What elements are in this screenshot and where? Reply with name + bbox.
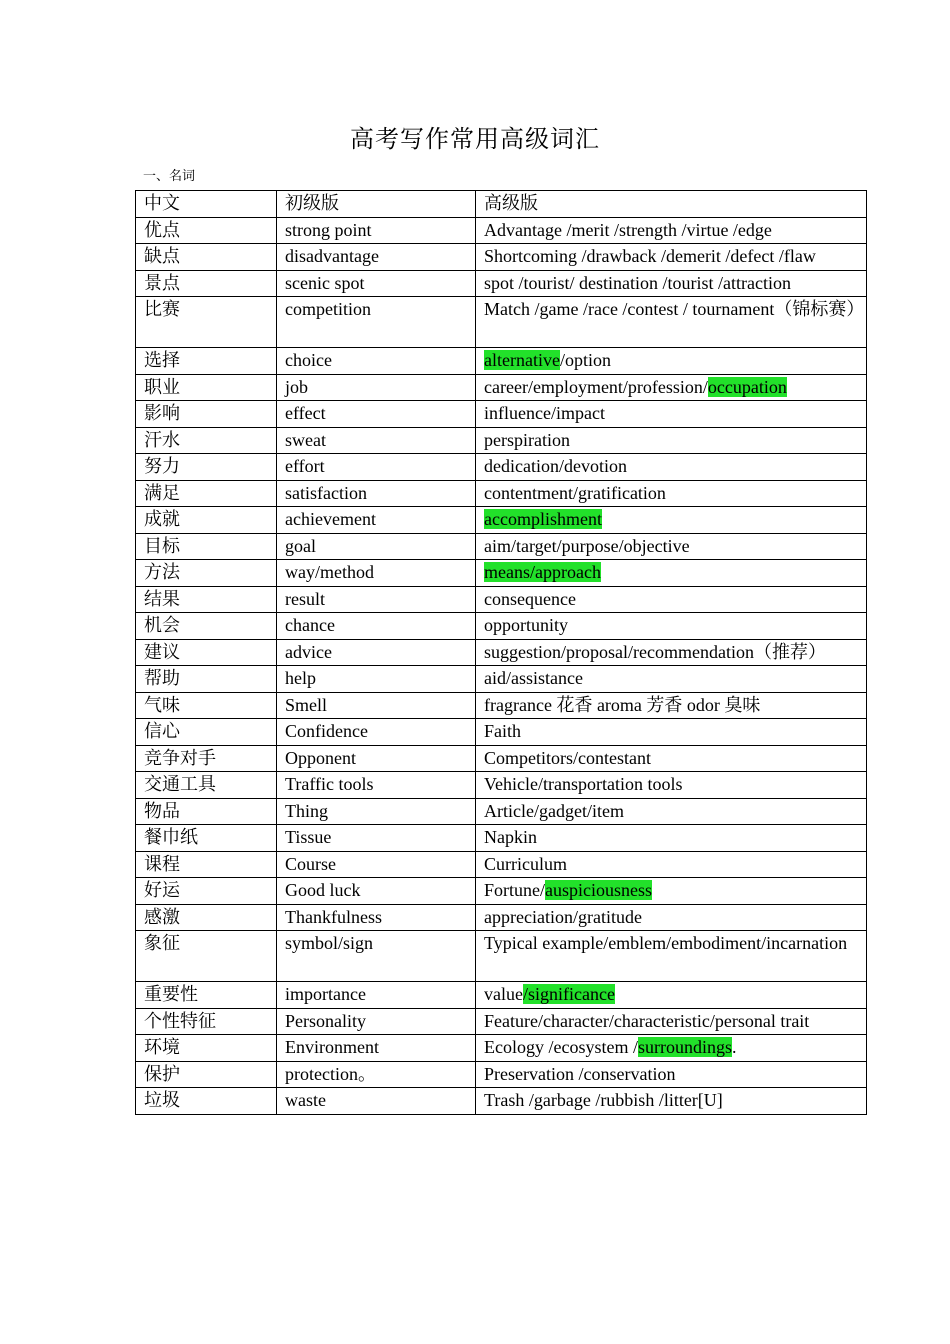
table-row [136, 217, 867, 244]
term-text: contentment/gratification [484, 482, 666, 503]
cell-chinese: 缺点 [136, 244, 277, 271]
term-text: Preservation /conservation [484, 1063, 676, 1084]
term-text: Article/gadget/item [484, 800, 624, 821]
cell-basic: symbol/sign [277, 931, 476, 982]
table-row [136, 878, 867, 905]
highlighted-term: accomplishment [484, 509, 602, 529]
cell-advanced [476, 401, 867, 428]
cell-chinese: 优点 [136, 217, 277, 244]
cell-basic: goal [277, 533, 476, 560]
table-row [136, 904, 867, 931]
term-text: Napkin [484, 827, 537, 847]
table-row [136, 560, 867, 587]
term-text: Vehicle/transportation tools [484, 774, 683, 794]
term-text: value [484, 984, 523, 1004]
table-row [136, 374, 867, 401]
header-chinese: 中文 [136, 191, 277, 218]
cell-chinese: 信心 [136, 719, 277, 746]
table-row [136, 719, 867, 746]
cell-advanced [476, 692, 867, 719]
table-row [136, 851, 867, 878]
cell-chinese: 影响 [136, 401, 277, 428]
term-text: Advantage /merit /strength /virtue /edge [484, 219, 772, 240]
cell-chinese: 垃圾 [136, 1088, 277, 1115]
cell-advanced [476, 244, 867, 271]
vocabulary-table [135, 190, 867, 1115]
cell-advanced [476, 982, 867, 1009]
cell-basic: choice [277, 348, 476, 375]
term-text: influence/impact [484, 403, 605, 423]
cell-basic: Confidence [277, 719, 476, 746]
table-row [136, 931, 867, 982]
cell-chinese: 选择 [136, 348, 277, 375]
cell-advanced [476, 772, 867, 799]
cell-chinese: 交通工具 [136, 772, 277, 799]
header-advanced: 高级版 [476, 191, 867, 218]
term-text: Curriculum [484, 853, 567, 874]
cell-basic: Tissue [277, 825, 476, 852]
cell-basic: sweat [277, 427, 476, 454]
table-row [136, 982, 867, 1009]
cell-advanced [476, 878, 867, 905]
cell-advanced [476, 1035, 867, 1062]
cell-advanced [476, 904, 867, 931]
cell-basic: Course [277, 851, 476, 878]
cell-advanced [476, 507, 867, 534]
cell-basic: disadvantage [277, 244, 476, 271]
cell-basic: achievement [277, 507, 476, 534]
highlighted-term: occupation [707, 376, 787, 397]
cell-chinese: 感激 [136, 904, 277, 931]
cell-advanced [476, 348, 867, 375]
cell-basic: help [277, 666, 476, 693]
cell-chinese: 帮助 [136, 666, 277, 693]
cell-basic: protection。 [277, 1061, 476, 1088]
term-text: Match /game /race /contest / tournament（锦标赛） [484, 299, 865, 319]
table-row [136, 533, 867, 560]
cell-advanced [476, 613, 867, 640]
table-row [136, 480, 867, 507]
table-row [136, 401, 867, 428]
cell-chinese: 景点 [136, 270, 277, 297]
cell-basic: effect [277, 401, 476, 428]
table-header-row [136, 191, 867, 218]
term-text: Competitors/contestant [484, 747, 651, 768]
cell-chinese: 竞争对手 [136, 745, 277, 772]
cell-basic: waste [277, 1088, 476, 1115]
cell-advanced [476, 217, 867, 244]
cell-chinese: 餐巾纸 [136, 825, 277, 852]
page-title: 高考写作常用高级词汇 [350, 125, 600, 153]
table-row [136, 507, 867, 534]
cell-advanced [476, 745, 867, 772]
cell-basic: Personality [277, 1008, 476, 1035]
table-row [136, 1008, 867, 1035]
cell-basic: Smell [277, 692, 476, 719]
table-row [136, 825, 867, 852]
cell-chinese: 机会 [136, 613, 277, 640]
highlighted-term: alternative [484, 350, 560, 370]
cell-chinese: 象征 [136, 931, 277, 982]
table-row [136, 613, 867, 640]
table-row [136, 772, 867, 799]
cell-chinese: 建议 [136, 639, 277, 666]
cell-advanced [476, 1088, 867, 1115]
cell-chinese: 方法 [136, 560, 277, 587]
cell-basic: scenic spot [277, 270, 476, 297]
table-row [136, 454, 867, 481]
cell-advanced [476, 586, 867, 613]
cell-chinese: 好运 [136, 878, 277, 905]
cell-advanced [476, 533, 867, 560]
term-text: /option [559, 350, 611, 370]
table-row [136, 297, 867, 348]
cell-basic: result [277, 586, 476, 613]
highlighted-term: /significance [522, 984, 615, 1004]
cell-advanced [476, 560, 867, 587]
term-text: Typical example/emblem/embodiment/incarnation [484, 933, 848, 953]
cell-advanced [476, 719, 867, 746]
table-row [136, 666, 867, 693]
cell-basic: Opponent [277, 745, 476, 772]
cell-advanced [476, 1061, 867, 1088]
table-row [136, 1035, 867, 1062]
term-text: dedication/devotion [484, 456, 627, 476]
cell-advanced [476, 666, 867, 693]
highlighted-term: auspiciousness [545, 880, 652, 900]
term-text: perspiration [484, 429, 570, 450]
term-text: Fortune/ [484, 880, 545, 900]
term-text: Shortcoming /drawback /demerit /defect /flaw [484, 246, 816, 266]
term-text: career/employment/profession/ [484, 376, 708, 397]
table-row [136, 270, 867, 297]
cell-advanced [476, 374, 867, 401]
table-row [136, 745, 867, 772]
cell-basic: strong point [277, 217, 476, 244]
cell-advanced [476, 798, 867, 825]
cell-chinese: 目标 [136, 533, 277, 560]
highlighted-term: surroundings [637, 1037, 732, 1057]
cell-basic: way/method [277, 560, 476, 587]
cell-advanced [476, 270, 867, 297]
cell-basic: competition [277, 297, 476, 348]
cell-advanced [476, 427, 867, 454]
table-row [136, 639, 867, 666]
cell-basic: importance [277, 982, 476, 1009]
term-text: spot /tourist/ destination /tourist /attraction [484, 272, 791, 293]
term-text: Faith [484, 721, 522, 741]
cell-chinese: 保护 [136, 1061, 277, 1088]
section-heading: 一、名词 [143, 169, 196, 184]
cell-chinese: 汗水 [136, 427, 277, 454]
table-row [136, 427, 867, 454]
cell-advanced [476, 454, 867, 481]
term-text: Feature/character/characteristic/personal trait [484, 1010, 810, 1031]
cell-advanced [476, 1008, 867, 1035]
cell-basic: Good luck [277, 878, 476, 905]
cell-chinese: 结果 [136, 586, 277, 613]
cell-basic: Environment [277, 1035, 476, 1062]
cell-basic: effort [277, 454, 476, 481]
cell-chinese: 环境 [136, 1035, 277, 1062]
cell-basic: chance [277, 613, 476, 640]
cell-advanced [476, 639, 867, 666]
cell-basic: job [277, 374, 476, 401]
header-basic: 初级版 [277, 191, 476, 218]
table-row [136, 798, 867, 825]
cell-chinese: 课程 [136, 851, 277, 878]
term-text: Trash /garbage /rubbish /litter[U] [484, 1090, 723, 1110]
cell-chinese: 职业 [136, 374, 277, 401]
cell-chinese: 重要性 [136, 982, 277, 1009]
term-text: consequence [484, 588, 576, 609]
cell-chinese: 物品 [136, 798, 277, 825]
cell-advanced [476, 297, 867, 348]
cell-advanced [476, 825, 867, 852]
table-row [136, 244, 867, 271]
vocabulary-table-body [136, 191, 867, 1115]
cell-advanced [476, 931, 867, 982]
cell-chinese: 气味 [136, 692, 277, 719]
table-row [136, 1061, 867, 1088]
table-row [136, 586, 867, 613]
table-row [136, 348, 867, 375]
term-text: opportunity [484, 615, 568, 635]
table-row [136, 692, 867, 719]
term-text: Ecology /ecosystem / [484, 1037, 638, 1057]
term-text: appreciation/gratitude [484, 906, 642, 927]
cell-basic: satisfaction [277, 480, 476, 507]
cell-chinese: 比赛 [136, 297, 277, 348]
cell-advanced [476, 480, 867, 507]
table-row [136, 1088, 867, 1115]
cell-chinese: 个性特征 [136, 1008, 277, 1035]
cell-basic: Traffic tools [277, 772, 476, 799]
cell-chinese: 成就 [136, 507, 277, 534]
term-text: suggestion/proposal/recommendation（推荐） [484, 641, 826, 662]
cell-chinese: 满足 [136, 480, 277, 507]
term-text: . [731, 1037, 737, 1057]
cell-advanced [476, 851, 867, 878]
cell-chinese: 努力 [136, 454, 277, 481]
cell-basic: Thankfulness [277, 904, 476, 931]
term-text: aid/assistance [484, 668, 583, 688]
cell-basic: Thing [277, 798, 476, 825]
term-text: fragrance 花香 aroma 芳香 odor 臭味 [484, 694, 761, 715]
cell-basic: advice [277, 639, 476, 666]
term-text: aim/target/purpose/objective [484, 535, 690, 556]
highlighted-term: means/approach [484, 562, 601, 582]
